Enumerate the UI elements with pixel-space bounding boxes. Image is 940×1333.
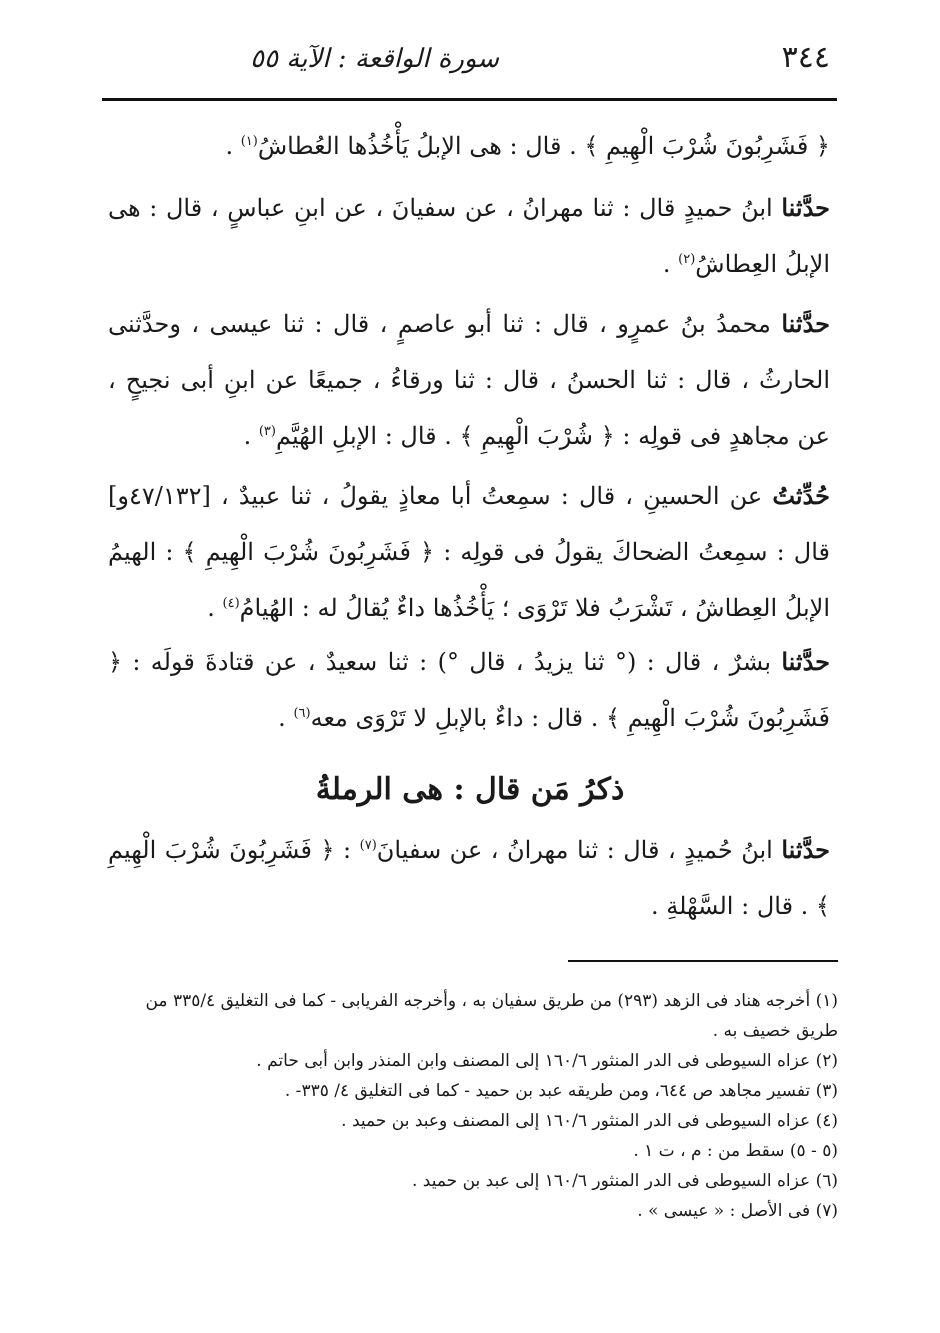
footnote-ref: (٣) xyxy=(258,424,276,439)
footnote-1-line-1: (١) أخرجه هناد فى الزهد (٢٩٣) من طريق سفيان به ، وأخرجه الفريابى - كما فى التغليق ٣٣٥/٤ من xyxy=(145,991,838,1011)
header-rule xyxy=(102,98,837,101)
footnote-1-line-2: طريق خصيف به . xyxy=(712,1021,838,1041)
paragraph-lead: حدَّثنا xyxy=(781,193,830,222)
paragraph-text: محمدُ بنُ عمرٍو ، قال : ثنا أبو عاصمٍ ، قال : ثنا عيسى ، وحدَّثنى الحارثُ ، قال : ثنا الحسنُ ، قال : ثنا ورقاءُ ، جميعًا عن ابنِ أبى نجيحٍ ، عن مجاهدٍ فى قولِه : ﴿ شُرْبَ الْهِيمِ ﴾ . قال : الإبلِ الهُيَّمِ xyxy=(108,310,830,450)
footnote-ref: (٢) xyxy=(678,252,696,267)
paragraph-end: . xyxy=(662,250,679,278)
page-number: ٣٤٤ xyxy=(781,40,830,75)
paragraph-5 xyxy=(108,634,830,746)
paragraph-end: : ﴿ فَشَرِبُونَ شُرْبَ الْهِيمِ ﴾ . قال : السَّهْلةِ . xyxy=(108,836,830,920)
footnote-ref: (٦) xyxy=(293,706,311,721)
footnote-7: (٧) فى الأصل : « عيسى » . xyxy=(637,1201,838,1221)
footnote-2: (٢) عزاه السيوطى فى الدر المنثور ١٦٠/٦ إلى المصنف وابن المنذر وابن أبى حاتم . xyxy=(256,1051,838,1071)
paragraph-1 xyxy=(108,118,830,174)
paragraph-text: بشرٌ ، قال : (° ثنا يزيدُ ، قال °) : ثنا سعيدٌ ، عن قتادةَ قولَه : ﴿ فَشَرِبُونَ شُرْبَ الْهِيمِ ﴾ . قال : داءٌ بالإبلِ لا تَرْوَى معه xyxy=(108,648,830,732)
footnote-ref: (٧) xyxy=(359,838,377,853)
footnote-4: (٤) عزاه السيوطى فى الدر المنثور ١٦٠/٦ إلى المصنف وعبد بن حميد . xyxy=(341,1111,838,1131)
paragraph-6 xyxy=(108,822,830,934)
paragraph-lead: حدَّثنا xyxy=(781,309,830,338)
page-header xyxy=(100,36,840,86)
paragraph-end: . xyxy=(225,132,241,160)
footnote-6: (٦) عزاه السيوطى فى الدر المنثور ١٦٠/٦ إلى عبد بن حميد . xyxy=(411,1171,838,1191)
footnote-ref: (٤) xyxy=(222,596,240,611)
paragraph-text: عن الحسينِ ، قال : سمِعتُ أبا معاذٍ يقولُ ، ثنا عبيدٌ ، [٤٧/١٣٢و] قال : سمِعتُ الضحاكَ يقولُ فى قولِه : ﴿ فَشَرِبُونَ شُرْبَ الْهِيمِ ﴾ : الهيمُ الإبلُ العِطاشُ ، تَشْرَبُ فلا تَرْوَى ؛ يَأْخُذُها داءٌ يُقالُ له : الهُيامُ xyxy=(108,482,831,622)
paragraph-lead: حدَّثنا xyxy=(781,835,830,864)
paragraph-text: ابنُ حُميدٍ ، قال : ثنا مهرانُ ، عن سفيانَ xyxy=(376,836,782,864)
paragraph-3 xyxy=(108,296,830,464)
paragraph-text: ابنُ حميدٍ قال : ثنا مهرانُ ، عن سفيانَ ، عن ابنِ عباسٍ ، قال : هى الإبلُ العِطاشُ xyxy=(108,194,830,278)
paragraph-text: ﴿ فَشَرِبُونَ شُرْبَ الْهِيمِ ﴾ . قال : هى الإبلُ يَأْخُذُها العُطاشُ xyxy=(257,132,830,160)
footnote-3: (٣) تفسير مجاهد ص ٦٤٤، ومن طريقه عبد بن حميد - كما فى التغليق ٤/ ٣٣٥- . xyxy=(284,1081,838,1101)
footnote-rule xyxy=(568,960,838,962)
footnotes xyxy=(108,986,838,1226)
paragraph-end: . xyxy=(207,594,223,622)
running-title: سورة الواقعة : الآية ٥٥ xyxy=(250,44,500,74)
paragraph-lead: حُدِّثتُ xyxy=(772,481,830,510)
paragraph-4 xyxy=(108,468,830,636)
footnote-5: (٥ - ٥) سقط من : م ، ت ١ . xyxy=(633,1141,838,1161)
paragraph-end: . xyxy=(278,704,294,732)
section-heading: ذكرُ مَن قال : هى الرملةُ xyxy=(315,772,625,807)
footnote-ref: (١) xyxy=(240,134,258,149)
paragraph-2 xyxy=(108,180,830,292)
paragraph-lead: حدَّثنا xyxy=(781,647,830,676)
paragraph-end: . xyxy=(243,422,259,450)
